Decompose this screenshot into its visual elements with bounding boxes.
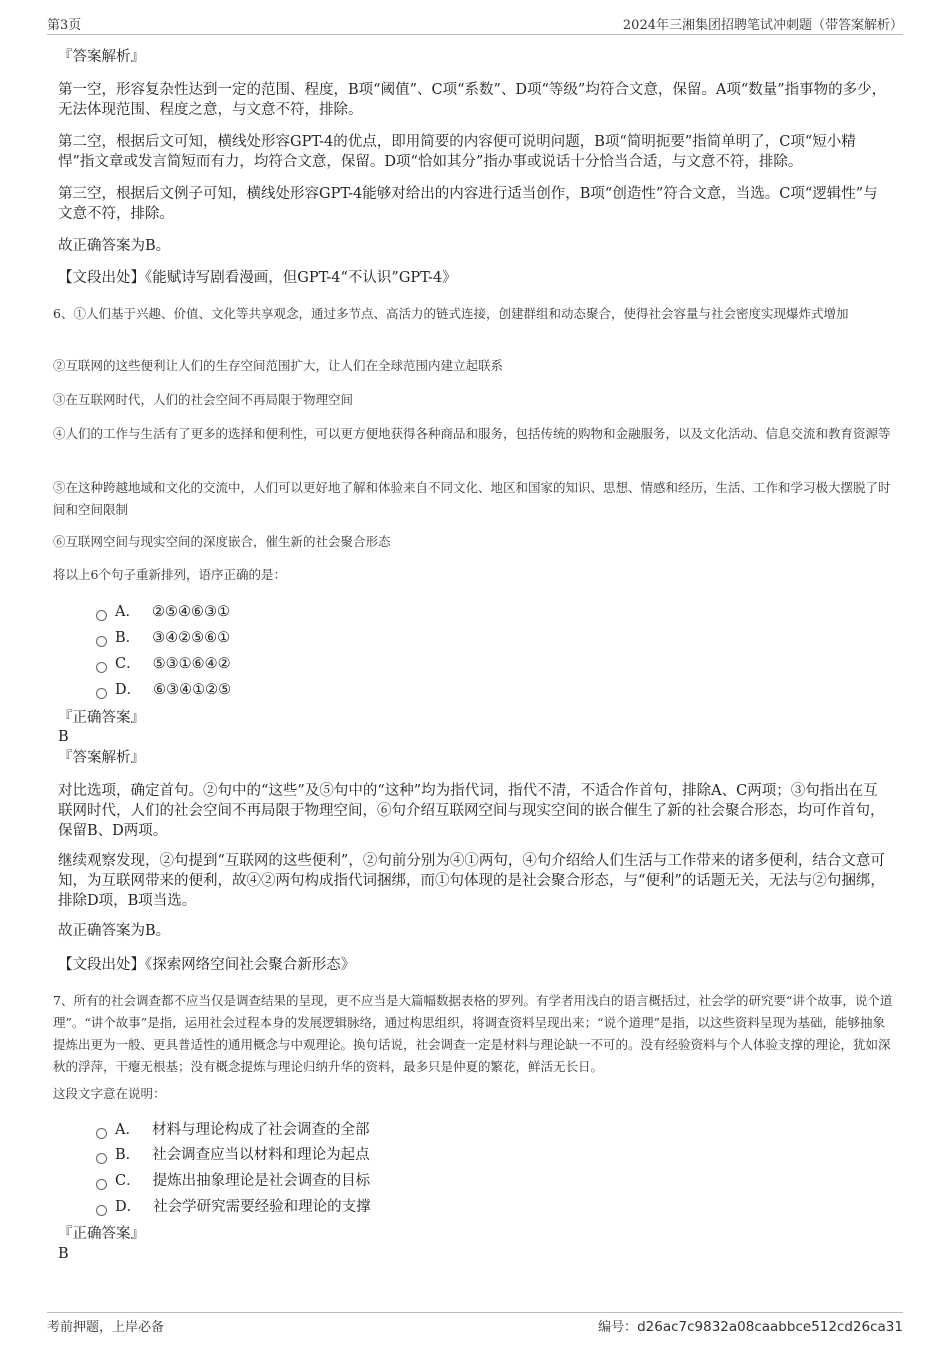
q5-conclusion: 故正确答案为B。 — [58, 238, 171, 254]
q6-sentence-4: ④人们的工作与生活有了更多的选择和便利性，可以更方便地获得各种商品和服务，包括传统的购物和金融服务，以及文化活动、信息交流和教育资源等 — [53, 426, 891, 441]
q6-option-c[interactable]: C． ⑤③①⑥④② — [96, 654, 231, 674]
q5-source: 【文段出处】《能赋诗写剧看漫画，但GPT-4“不认识”GPT-4》 — [58, 270, 457, 286]
q7-option-d[interactable]: D． 社会学研究需要经验和理论的支撑 — [96, 1197, 371, 1217]
q6-conclusion: 故正确答案为B。 — [58, 923, 171, 939]
document-title: 2024年三湘集团招聘笔试冲刺题（带答案解析） — [622, 18, 903, 33]
radio-icon[interactable] — [96, 688, 107, 699]
radio-icon[interactable] — [96, 610, 107, 621]
radio-icon[interactable] — [96, 1128, 107, 1139]
q6-sentence-3: ③在互联网时代，人们的社会空间不再局限于物理空间 — [53, 392, 354, 407]
q7-option-c[interactable]: C． 提炼出抽象理论是社会调查的目标 — [96, 1171, 370, 1191]
q6-analysis-p2: 继续观察发现，②句提到“互联网的这些便利”，②句前分别为④①两句，④句介绍给人们生活与工作带来的诸多便利，结合文意可知，为互联网带来的便利，故④②两句构成指代词捆绑，而①句体现的是社会聚合形态，与“便利”的话题无关，无法与②句捆绑，排除D项，B项当选。 — [58, 853, 885, 909]
q7-option-b[interactable]: B． 社会调查应当以材料和理论为起点 — [96, 1145, 370, 1165]
q6-sentence-5: ⑤在这种跨越地域和文化的交流中，人们可以更好地了解和体验来自不同文化、地区和国家的知识、思想、情感和经历，生活、工作和学习极大摆脱了时间和空间限制 — [53, 480, 891, 517]
q6-source: 【文段出处】《探索网络空间社会聚合新形态》 — [58, 957, 356, 973]
q5-analysis-label: 『答案解析』 — [58, 49, 145, 65]
q5-analysis-p2: 第二空，根据后文可知，横线处形容GPT-4的优点，即用简要的内容便可说明问题，B项“简明扼要”指简单明了，C项“短小精悍”指文章或发言简短而有力，均符合文意，保留。D项“恰如其分”指办事或说话十分恰当合适，与文意不符，排除。 — [58, 134, 856, 170]
q7-prompt: 这段文字意在说明： — [53, 1086, 166, 1101]
q6-answer: B — [58, 729, 69, 745]
radio-icon[interactable] — [96, 636, 107, 647]
q7-answer: B — [58, 1246, 69, 1262]
page-header — [47, 14, 903, 35]
q5-analysis-p1: 第一空，形容复杂性达到一定的范围、程度，B项“阈值”、C项“系数”、D项“等级”均符合文意，保留。A项“数量”指事物的多少，无法体现范围、程度之意，与文意不符，排除。 — [58, 82, 887, 118]
q6-option-b[interactable]: B． ③④②⑤⑥① — [96, 628, 230, 648]
document-code: 编号：d26ac7c9832a08caabbce512cd26ca31 — [598, 1319, 903, 1335]
footer-slogan: 考前押题，上岸必备 — [47, 1320, 165, 1335]
q6-option-d[interactable]: D． ⑥③④①②⑤ — [96, 680, 231, 700]
page-number: 第3页 — [47, 18, 82, 33]
q6-prompt: 将以上6个句子重新排列，语序正确的是： — [53, 567, 286, 582]
q6-analysis-p1: 对比选项，确定首句。②句中的“这些”及⑤句中的“这种”均为指代词，指代不清，不适合作首句，排除A、C两项；③句指出在互联网时代，人们的社会空间不再局限于物理空间，⑥句介绍互联网空间与现实空间的嵌合催生了新的社会聚合形态，均可作首句，保留B、D两项。 — [58, 783, 885, 839]
q6-sentence-6: ⑥互联网空间与现实空间的深度嵌合，催生新的社会聚合形态 — [53, 534, 391, 549]
radio-icon[interactable] — [96, 1153, 107, 1164]
q6-sentence-2: ②互联网的这些便利让人们的生存空间范围扩大，让人们在全球范围内建立起联系 — [53, 358, 504, 373]
radio-icon[interactable] — [96, 662, 107, 673]
radio-icon[interactable] — [96, 1205, 107, 1216]
q6-stem: 6、①人们基于兴趣、价值、文化等共享观念，通过多节点、高活力的链式连接，创建群组和动态聚合，使得社会容量与社会密度实现爆炸式增加 — [53, 306, 849, 321]
q7-option-a[interactable]: A． 材料与理论构成了社会调查的全部 — [96, 1120, 369, 1140]
q6-answer-label: 『正确答案』 — [58, 710, 145, 726]
q5-analysis-p3: 第三空，根据后文例子可知，横线处形容GPT-4能够对给出的内容进行适当创作，B项“创造性”符合文意，当选。C项“逻辑性”与文意不符，排除。 — [58, 186, 878, 222]
q6-option-a[interactable]: A． ②⑤④⑥③① — [96, 602, 230, 622]
page-footer — [47, 1312, 903, 1337]
q7-answer-label: 『正确答案』 — [58, 1226, 145, 1242]
radio-icon[interactable] — [96, 1179, 107, 1190]
q6-analysis-label: 『答案解析』 — [58, 750, 145, 766]
q7-stem: 7、所有的社会调查都不应当仅是调查结果的呈现，更不应当是大篇幅数据表格的罗列。有学者用浅白的语言概括过，社会学的研究要“讲个故事，说个道理”。“讲个故事”是指，运用社会过程本身的发展逻辑脉络，通过构思组织，将调查资料呈现出来；“说个道理”是指，以这些资料呈现为基础，能够抽象提炼出更为一般、更具普适性的通用概念与中观理论。换句话说，社会调查一定是材料与理论缺一不可的。没有经验资料与个人体验支撑的理论，犹如深秋的浮萍，干瘪无根基；没有概念提炼与理论归纳升华的资料，最多只是仲夏的繁花，鲜活无长日。 — [53, 993, 893, 1074]
